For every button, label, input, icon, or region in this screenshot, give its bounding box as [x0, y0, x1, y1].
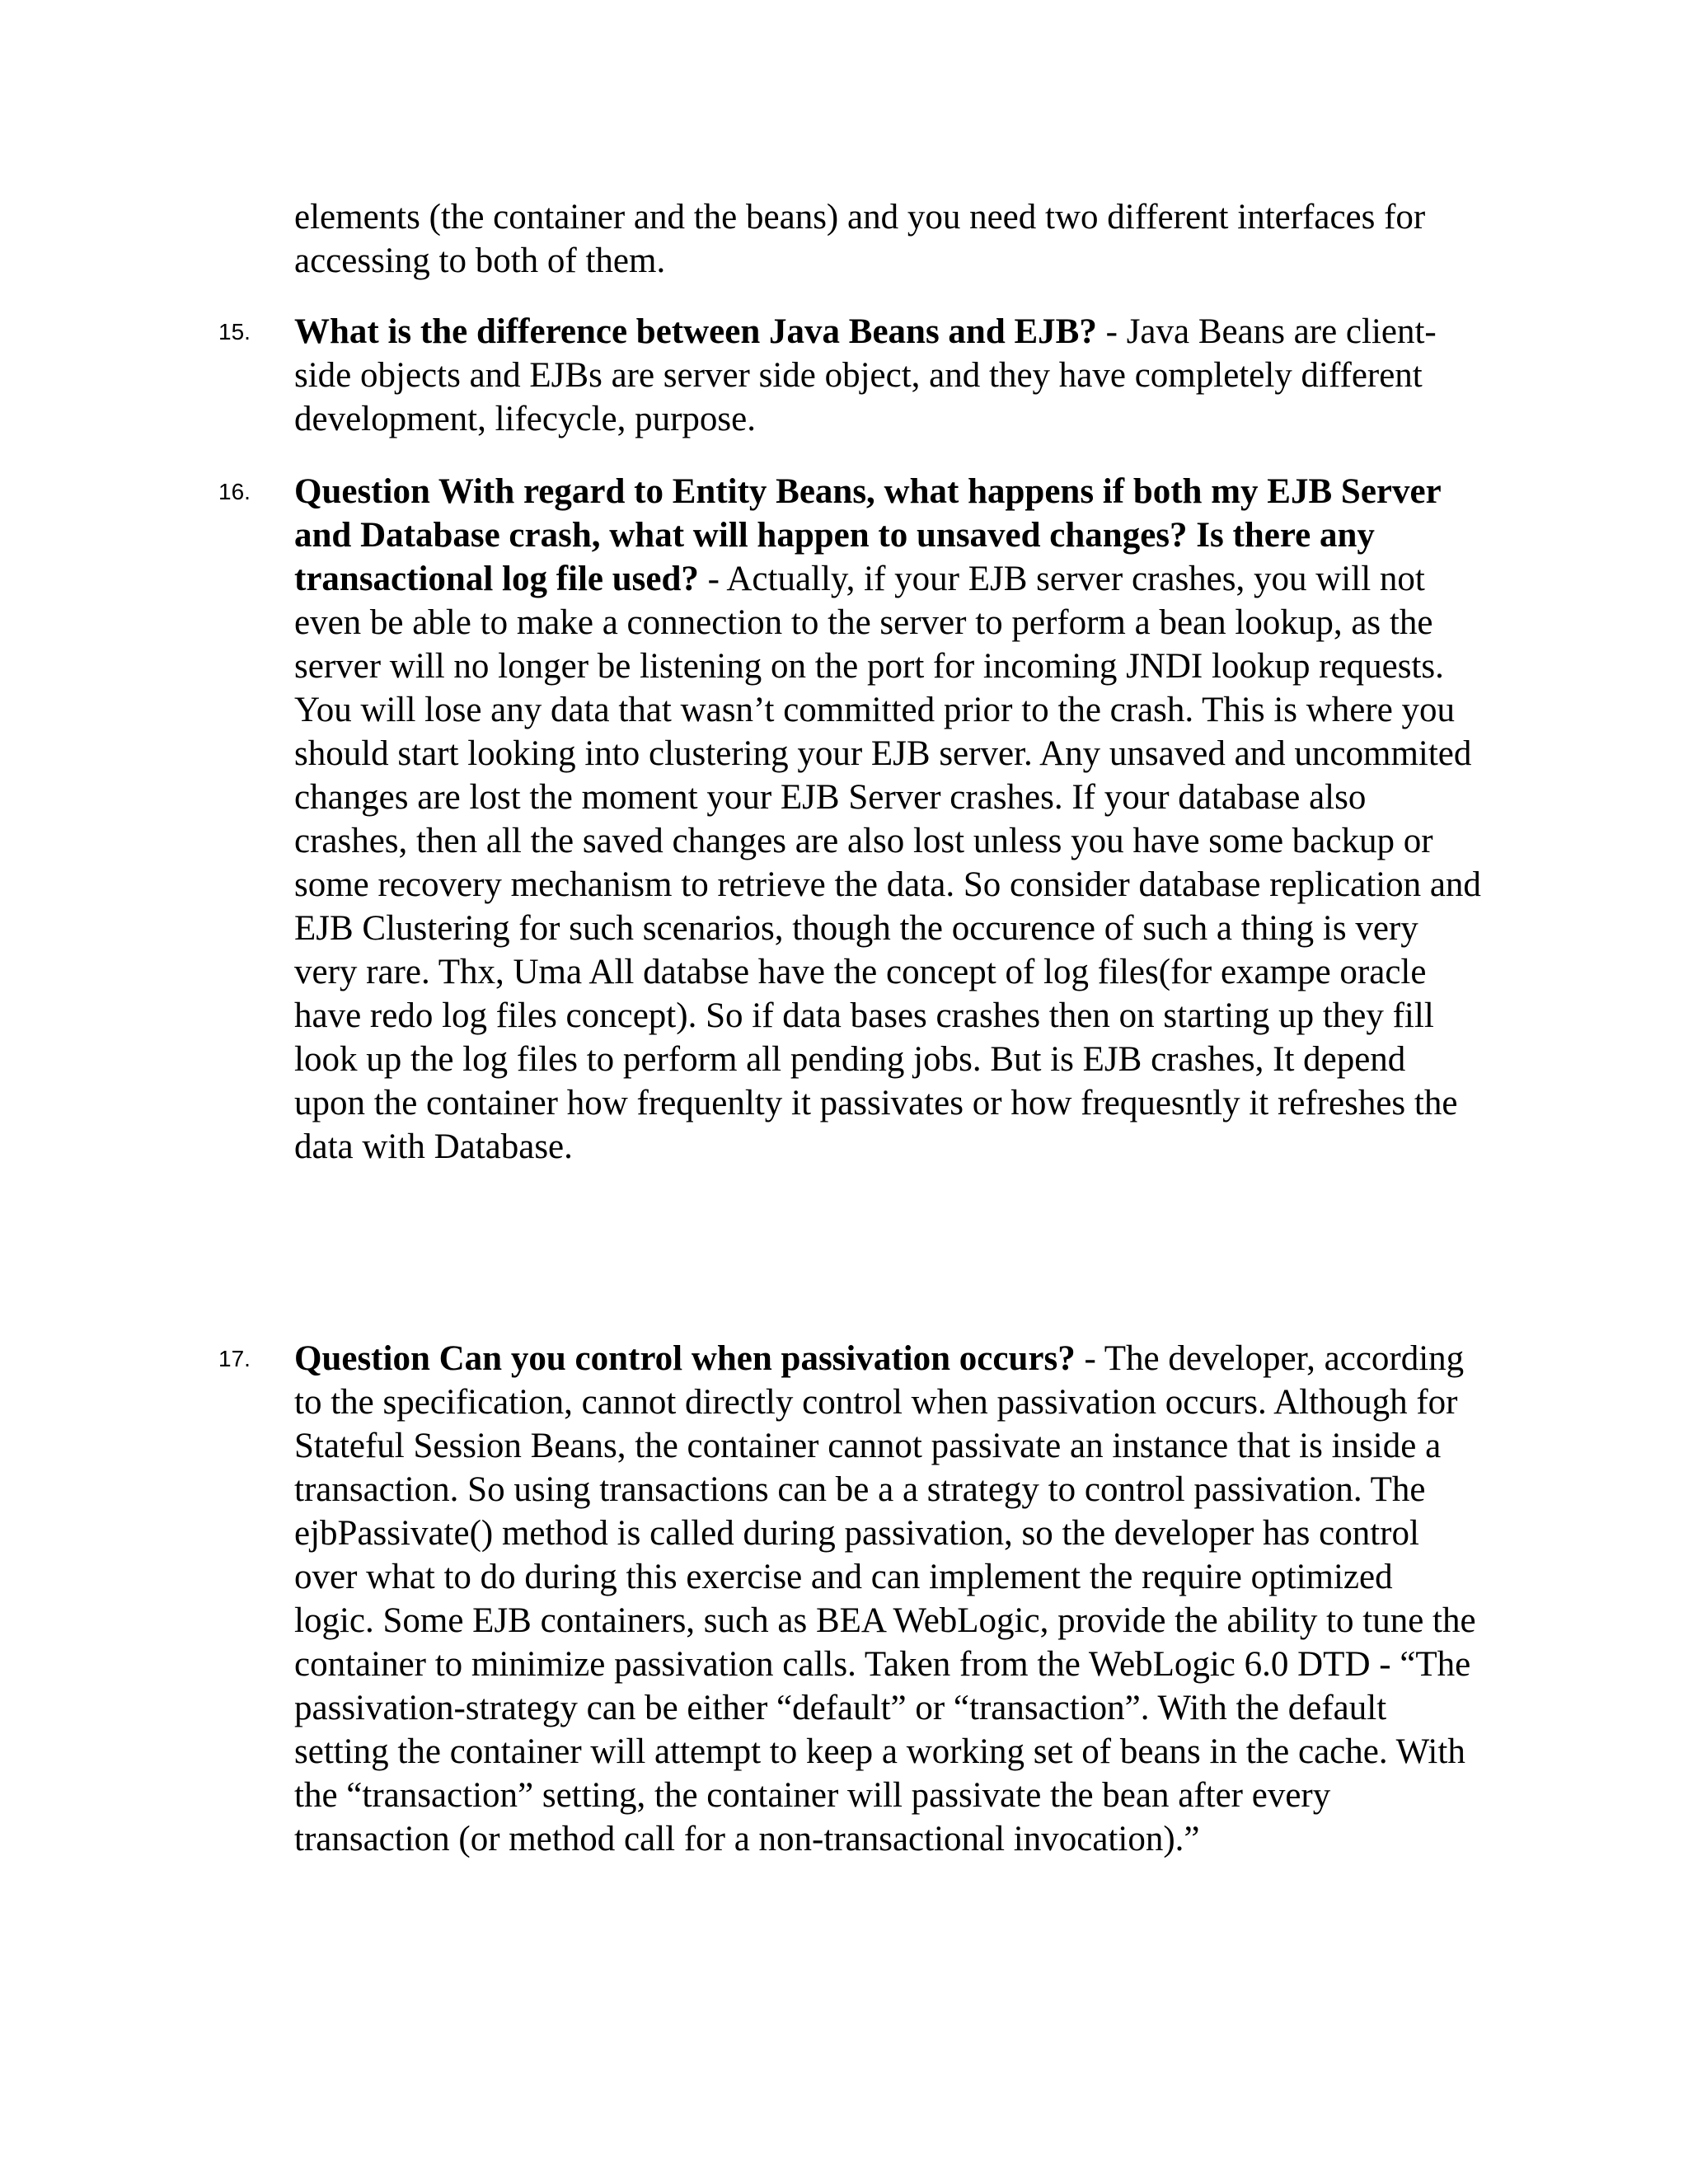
question-text: What is the difference between Java Beans and EJB?: [294, 312, 1097, 351]
continuation-paragraph: elements (the container and the beans) and you need two different interfaces for accessing to both of them.: [294, 198, 1426, 280]
question-text: Question Can you control when passivation occurs?: [294, 1339, 1076, 1378]
list-item: [218, 310, 1481, 441]
answer-text: - The developer, according to the specification, cannot directly control when passivation occurs. Although for Stateful Session Beans, the container cannot passivate an instance that is inside a transaction. So using transactions can be a a strategy to control passivation. The ejbPassivate() method is called during passivation, so the developer has control over what to do during this exercise and can implement the require optimized logic. Some EJB containers, such as BEA WebLogic, provide the ability to tune the container to minimize passivation calls. Taken from the WebLogic 6.0 DTD - “The passivation-strategy can be either “default” or “transaction”. With the default setting the container will attempt to keep a working set of beans in the cache. With the “transaction” setting, the container will passivate the bean after every transaction (or method call for a non-transactional invocation).”: [294, 1339, 1476, 1858]
question-text: Question With regard to Entity Beans, what happens if both my EJB Server and Database crash, what will happen to unsaved changes? Is there any transactional log file used?: [294, 472, 1441, 598]
answer-text: - Java Beans are client-side objects and EJBs are server side object, and they have completely different development, lifecycle, purpose.: [294, 312, 1437, 438]
list-item: [218, 470, 1481, 1169]
list-item: [218, 1337, 1481, 1861]
item-number: 17.: [218, 1346, 251, 1371]
item-number: 16.: [218, 479, 251, 504]
answer-text: - Actually, if your EJB server crashes, you will not even be able to make a connection to the server to perform a bean lookup, as the server will no longer be listening on the port for incoming JNDI lookup requests. You will lose any data that wasn’t committed prior to the crash. This is where you should start looking into clustering your EJB server. Any unsaved and uncommited changes are lost the moment your EJB Server crashes. If your database also crashes, then all the saved changes are also lost unless you have some backup or some recovery mechanism to retrieve the data. So consider database replication and EJB Clustering for such scenarios, though the occurence of such a thing is very very rare. Thx, Uma All databse have the concept of log files(for exampe oracle have redo log files concept). So if data bases crashes then on starting up they fill look up the log files to perform all pending jobs. But is EJB crashes, It depend upon the container how frequenlty it passivates or how frequesntly it refreshes the data with Database.: [294, 560, 1481, 1166]
item-number: 15.: [218, 319, 251, 344]
